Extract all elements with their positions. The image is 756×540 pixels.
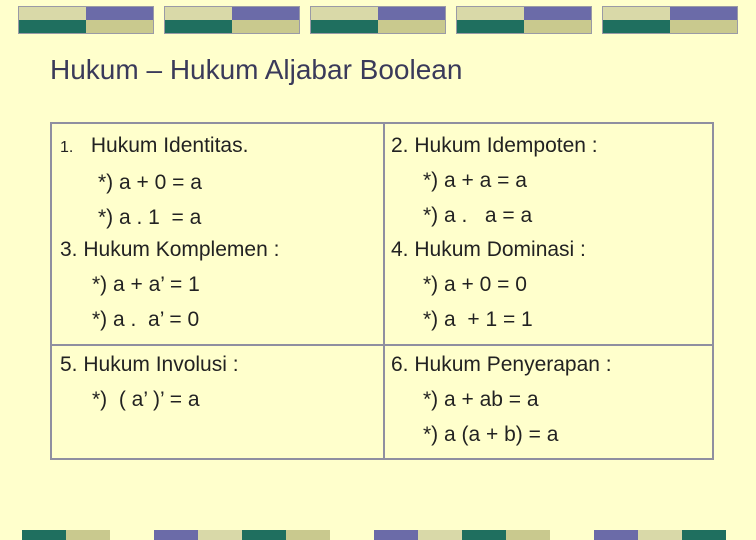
top-decoration-block xyxy=(164,6,300,34)
laws-table xyxy=(50,122,714,460)
law-dominasi xyxy=(391,232,586,337)
law-line: *) a + a’ = 1 xyxy=(92,273,200,296)
law-heading: 3. Hukum Komplemen : xyxy=(60,238,280,261)
law-line: *) a . a’ = 0 xyxy=(92,308,200,331)
bottom-decorative-bar xyxy=(22,530,726,540)
law-heading: 2. Hukum Idempoten : xyxy=(391,134,598,157)
law-line: *) a . a = a xyxy=(423,204,533,227)
table-divider-horizontal xyxy=(52,344,712,346)
law-idempoten xyxy=(391,128,598,233)
law-number: 1. xyxy=(60,139,74,156)
law-heading: 6. Hukum Penyerapan : xyxy=(391,353,612,376)
law-line: *) a + ab = a xyxy=(423,388,539,411)
top-decoration-block xyxy=(456,6,592,34)
law-line: *) ( a’ )’ = a xyxy=(92,388,200,411)
law-line: *) a + 1 = 1 xyxy=(423,308,533,331)
law-identitas xyxy=(60,128,248,235)
law-penyerapan xyxy=(391,347,612,452)
law-komplemen xyxy=(60,232,279,337)
top-decoration-block xyxy=(602,6,738,34)
law-line: *) a + a = a xyxy=(423,169,527,192)
law-heading: 4. Hukum Dominasi : xyxy=(391,238,586,261)
top-decoration-block xyxy=(310,6,446,34)
law-heading: Hukum Identitas. xyxy=(90,134,249,157)
slide-title: Hukum – Hukum Aljabar Boolean xyxy=(50,54,463,85)
law-involusi xyxy=(60,347,239,417)
top-decoration-block xyxy=(18,6,154,34)
law-heading: 5. Hukum Involusi : xyxy=(60,353,239,376)
law-line: *) a (a + b) = a xyxy=(423,423,559,446)
law-line: *) a + 0 = 0 xyxy=(423,273,527,296)
top-decorative-bar xyxy=(18,6,738,34)
table-divider-vertical xyxy=(383,124,385,458)
law-line: *) a + 0 = a xyxy=(98,171,202,194)
law-line: *) a . 1 = a xyxy=(98,206,202,229)
